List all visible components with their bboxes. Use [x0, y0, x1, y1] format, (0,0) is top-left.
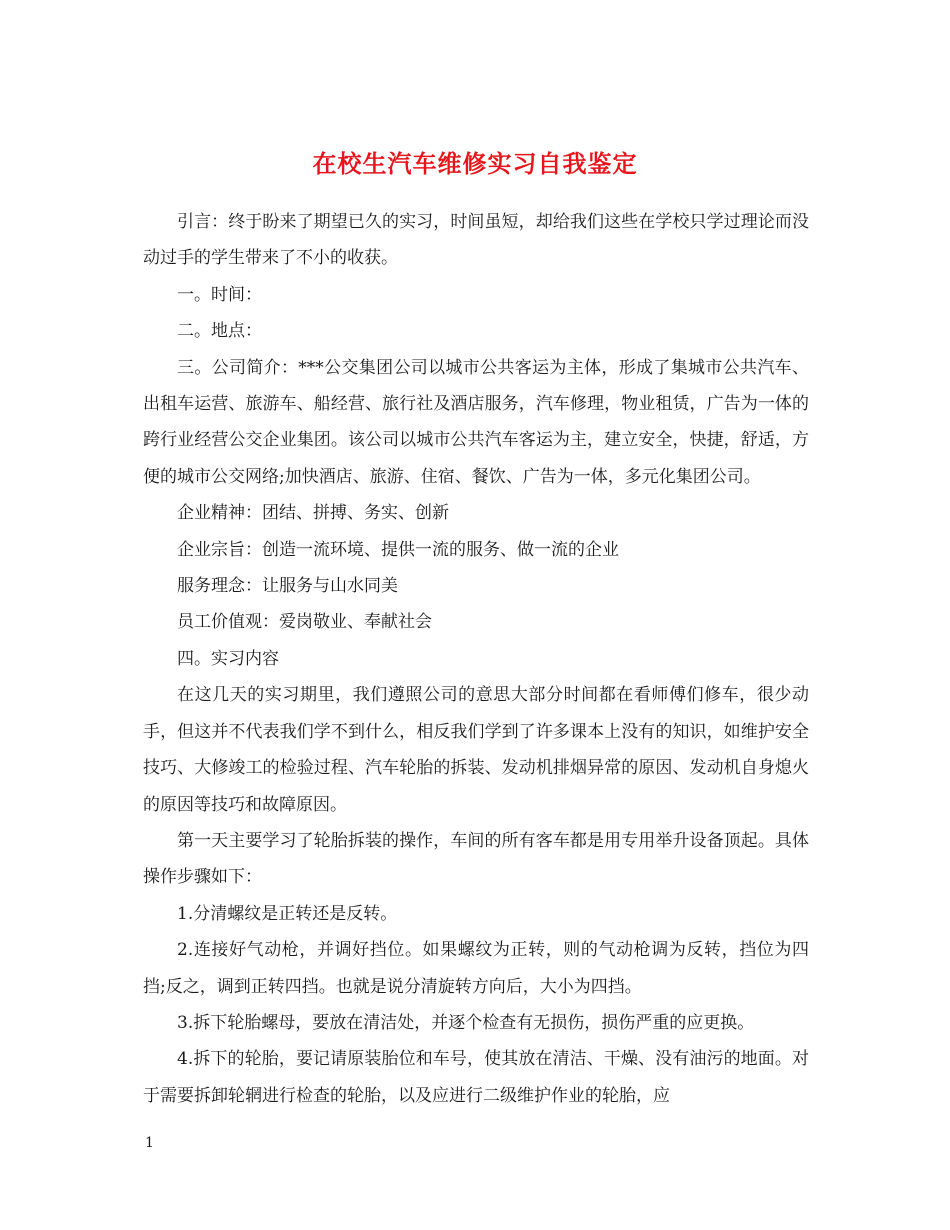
paragraph-internship-content-heading: 四。实习内容 — [177, 648, 279, 669]
paragraph-step-2: 2.连接好气动枪，并调好挡位。如果螺纹为正转，则的气动枪调为反转，挡位为四挡;反之，调到正转四挡。也就是说分清旋转方向后，大小为四挡。 — [143, 940, 809, 997]
document-title: 在校生汽车维修实习自我鉴定 — [312, 149, 638, 179]
paragraph-employee-values: 员工价值观：爱岗敬业、奉献社会 — [177, 612, 432, 633]
paragraph-enterprise-spirit: 企业精神：团结、拼搏、务实、创新 — [177, 503, 449, 524]
document-body — [143, 204, 809, 1114]
paragraph-step-3: 3.拆下轮胎螺母，要放在清洁处，并逐个检查有无损伤，损伤严重的应更换。 — [177, 1012, 755, 1033]
paragraph-company-intro: 三。公司简介：***公交集团公司以城市公共客运为主体，形成了集城市公共汽车、出租车运营、旅游车、船经营、旅行社及酒店服务，汽车修理，物业租赁，广告为一体的跨行业经营公交企业集团。该公司以城市公共汽车客运为主，建立安全，快捷，舒适，方便的城市公交网络;加快酒店、旅游、住宿、餐饮、广告为一体，多元化集团公司。 — [143, 357, 809, 487]
paragraph-enterprise-purpose: 企业宗旨：创造一流环境、提供一流的服务、做一流的企业 — [177, 539, 619, 560]
paragraph-service-concept: 服务理念：让服务与山水同美 — [177, 576, 398, 597]
paragraph-step-1: 1.分清螺纹是正转还是反转。 — [177, 903, 398, 924]
paragraph-location: 二。地点： — [177, 321, 262, 342]
page-number: 1 — [145, 1135, 154, 1151]
paragraph-first-day: 第一天主要学习了轮胎拆装的操作，车间的所有客车都是用专用举升设备顶起。具体操作步骤如下： — [143, 830, 809, 888]
paragraph-intro: 引言：终于盼来了期望已久的实习，时间虽短，却给我们这些在学校只学过理论而没动过手的学生带来了不小的收获。 — [143, 212, 809, 269]
paragraph-internship-summary: 在这几天的实习期里，我们遵照公司的意思大部分时间都在看师傅们修车，很少动手，但这并不代表我们学不到什么，相反我们学到了许多课本上没有的知识，如维护安全技巧、大修竣工的检验过程、汽车轮胎的拆装、发动机排烟异常的原因、发动机自身熄火的原因等技巧和故障原因。 — [143, 685, 809, 815]
paragraph-time: 一。时间： — [177, 284, 262, 305]
paragraph-step-4: 4.拆下的轮胎，要记请原装胎位和车号，使其放在清洁、干燥、没有油污的地面。对于需要拆卸轮辋进行检查的轮胎，以及应进行二级维护作业的轮胎，应 — [143, 1049, 809, 1106]
